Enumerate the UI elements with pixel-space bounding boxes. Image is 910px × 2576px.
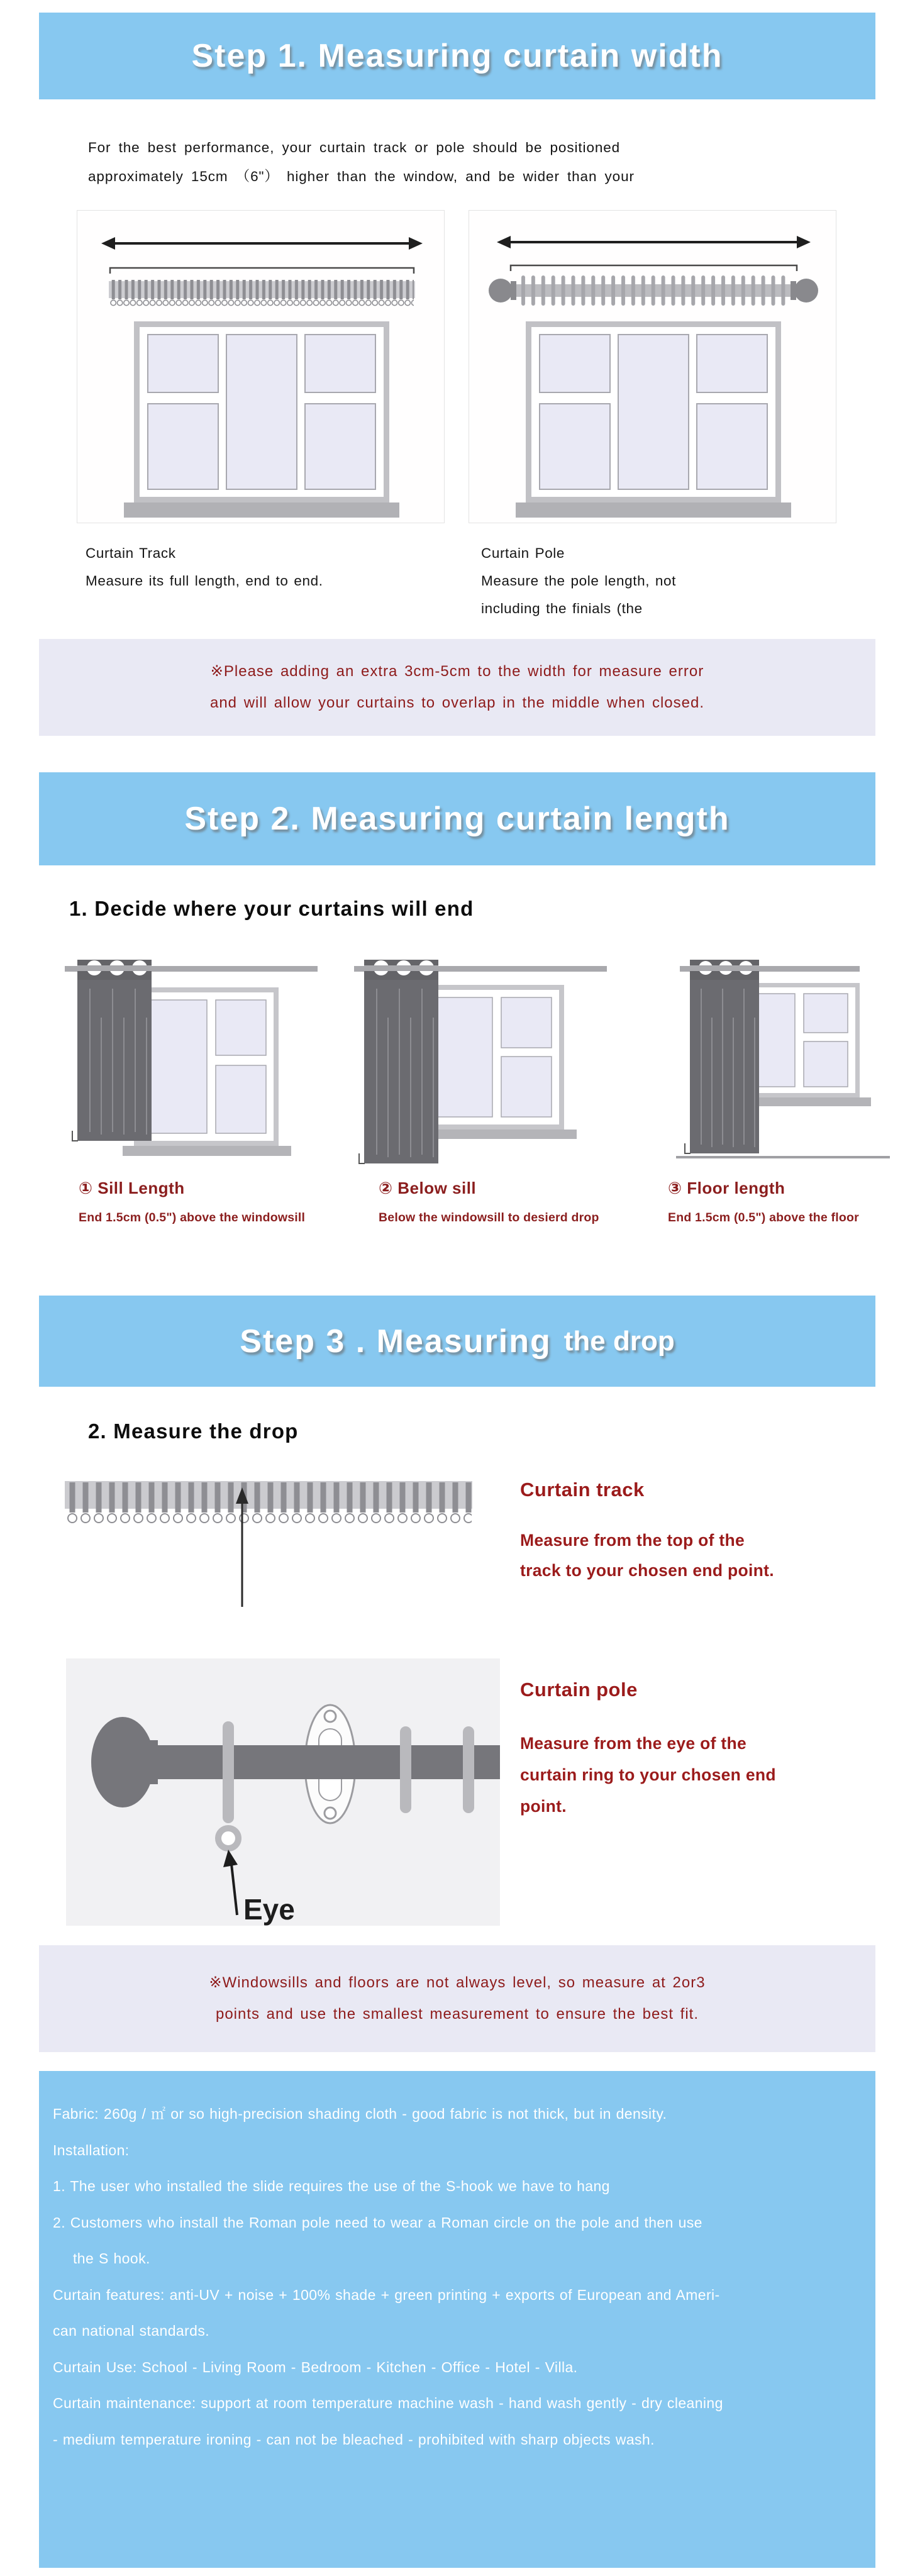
measure-width-arrow-icon — [101, 237, 423, 250]
step1-banner-title: Step 1. Measuring curtain width — [191, 38, 723, 74]
footer-maintenance-line2: - medium temperature ironing - can not be bleached - prohibited with sharp objects wash. — [53, 2431, 655, 2448]
curtain-length-captions — [39, 1179, 875, 1248]
end-point-mark-icon — [72, 1131, 78, 1141]
level-measure-note — [39, 1945, 875, 2052]
step2-banner-title: Step 2. Measuring curtain length — [184, 801, 730, 837]
step2-heading: 1. Decide where your curtains will end — [69, 897, 474, 920]
measure-pole-row — [39, 1658, 875, 1928]
measure-track-row — [39, 1470, 875, 1616]
window-icon — [124, 321, 399, 518]
curtain-pole-window-illustration — [469, 211, 836, 523]
below-sill-title: ② Below sill — [379, 1179, 477, 1197]
curtain-pole-drop-panel — [66, 1658, 500, 1926]
curtain-track-icon — [109, 279, 415, 308]
level-note-line1: ※Windowsills and floors are not always level, so measure at 2or3 — [209, 1974, 706, 1991]
curtain-track-window-illustration — [77, 211, 444, 523]
eye-label: Eye — [243, 1893, 295, 1926]
width-measure-note — [39, 639, 875, 736]
step3-banner — [39, 1296, 875, 1387]
footer-maintenance-line1: Curtain maintenance: support at room temperature machine wash - hand wash gently - dry cleaning — [53, 2395, 723, 2411]
curtain-pole-instruction-text: Measure from the eye of the curtain ring to your chosen end point. — [520, 1734, 776, 1816]
curtain-pole-instructions — [520, 1679, 776, 1822]
curtain-track-caption-line: Measure its full length, end to end. — [86, 573, 323, 589]
floor-length-title: ③ Floor length — [668, 1179, 785, 1197]
floor-length-sub: End 1.5cm (0.5") above the floor — [668, 1211, 859, 1224]
footer-fabric-line: Fabric: 260g / ㎡ or so high-precision shading cloth - good fabric is not thick, but in density. — [53, 2106, 667, 2122]
floor-length-illustration — [676, 948, 890, 1170]
sill-length-title: ① Sill Length — [79, 1179, 185, 1197]
footer-install-step2: 2. Customers who install the Roman pole need to wear a Roman circle on the pole and then use — [53, 2214, 702, 2231]
sill-length-sub: End 1.5cm (0.5") above the windowsill — [79, 1211, 306, 1224]
step1-diagrams — [77, 210, 875, 523]
end-point-mark-icon — [685, 1143, 691, 1153]
step1-intro-paragraph — [88, 133, 875, 191]
below-sill-illustration — [349, 948, 619, 1170]
step3-heading: 2. Measure the drop — [88, 1419, 299, 1443]
window-icon — [516, 321, 791, 518]
curtain-track-instructions — [520, 1479, 774, 1585]
level-note-line2: points and use the smallest measurement to ensure the best fit. — [215, 2006, 699, 2023]
footer-features-line2: can national standards. — [53, 2323, 210, 2339]
sill-length-illustration — [60, 948, 330, 1170]
step1-captions — [86, 540, 875, 623]
curtain-track-caption-title: Curtain Track — [86, 545, 176, 561]
curtain-icon — [364, 960, 438, 1163]
floor-length-caption — [668, 1179, 910, 1225]
width-note-line1: ※Please adding an extra 3cm-5cm to the width for measure error — [210, 663, 704, 680]
curtain-track-label: Curtain track — [520, 1479, 645, 1501]
step3-banner-subtitle: the drop — [563, 1325, 675, 1357]
width-bracket-icon — [110, 268, 414, 274]
content-column — [39, 13, 875, 2568]
product-info-footer — [39, 2071, 875, 2568]
intro-line-2: approximately 15cm （6"） higher than the window, and be wider than your — [88, 169, 635, 184]
eye-arrow-icon — [223, 1850, 238, 1915]
step3-banner-title: Step 3 . Measuring — [240, 1323, 552, 1360]
curtain-pole-caption-line2: including the finials (the — [481, 601, 643, 616]
step2-banner — [39, 772, 875, 865]
curtain-track-drop-illustration — [53, 1470, 494, 1616]
footer-install-step1: 1. The user who installed the slide requires the use of the S-hook we have to hang — [53, 2178, 610, 2194]
below-sill-sub: Below the windowsill to desierd drop — [379, 1211, 599, 1224]
width-note-line2: and will allow your curtains to overlap in the middle when closed. — [209, 694, 705, 711]
curtain-pole-drop-illustration — [66, 1658, 500, 1926]
below-sill-caption — [379, 1179, 649, 1225]
floor-line — [676, 1156, 890, 1158]
curtain-pole-caption — [481, 540, 875, 623]
curtain-pole-label: Curtain pole — [520, 1679, 638, 1701]
footer-installation-line: Installation: — [53, 2141, 130, 2158]
footer-use-line: Curtain Use: School - Living Room - Bedroom - Kitchen - Office - Hotel - Villa. — [53, 2358, 578, 2375]
curtain-track-diagram-card — [77, 210, 445, 523]
intro-line-1: For the best performance, your curtain track or pole should be positioned — [88, 140, 621, 155]
curtain-icon — [690, 960, 759, 1153]
curtain-pole-icon — [489, 275, 818, 306]
curtain-icon — [77, 960, 152, 1141]
curtain-pole-diagram-card — [469, 210, 836, 523]
sill-length-caption — [79, 1179, 349, 1225]
step1-banner — [39, 13, 875, 99]
footer-features-line1: Curtain features: anti-UV + noise + 100% shade + green printing + exports of European and Ameri- — [53, 2286, 720, 2303]
curtain-track-caption — [86, 540, 481, 623]
curtain-pole-icon — [91, 1717, 500, 1807]
ring-eye-icon — [218, 1828, 238, 1848]
curtain-track-instruction-text: Measure from the top of the track to your chosen end point. — [520, 1531, 774, 1580]
curtain-length-diagrams — [39, 948, 875, 1170]
width-bracket-icon — [511, 265, 797, 271]
curtain-pole-caption-line1: Measure the pole length, not — [481, 573, 676, 589]
footer-install-step2b: the S hook. — [73, 2250, 150, 2267]
curtain-pole-caption-title: Curtain Pole — [481, 545, 565, 561]
measure-width-arrow-icon — [497, 236, 811, 248]
end-point-mark-icon — [359, 1153, 365, 1163]
